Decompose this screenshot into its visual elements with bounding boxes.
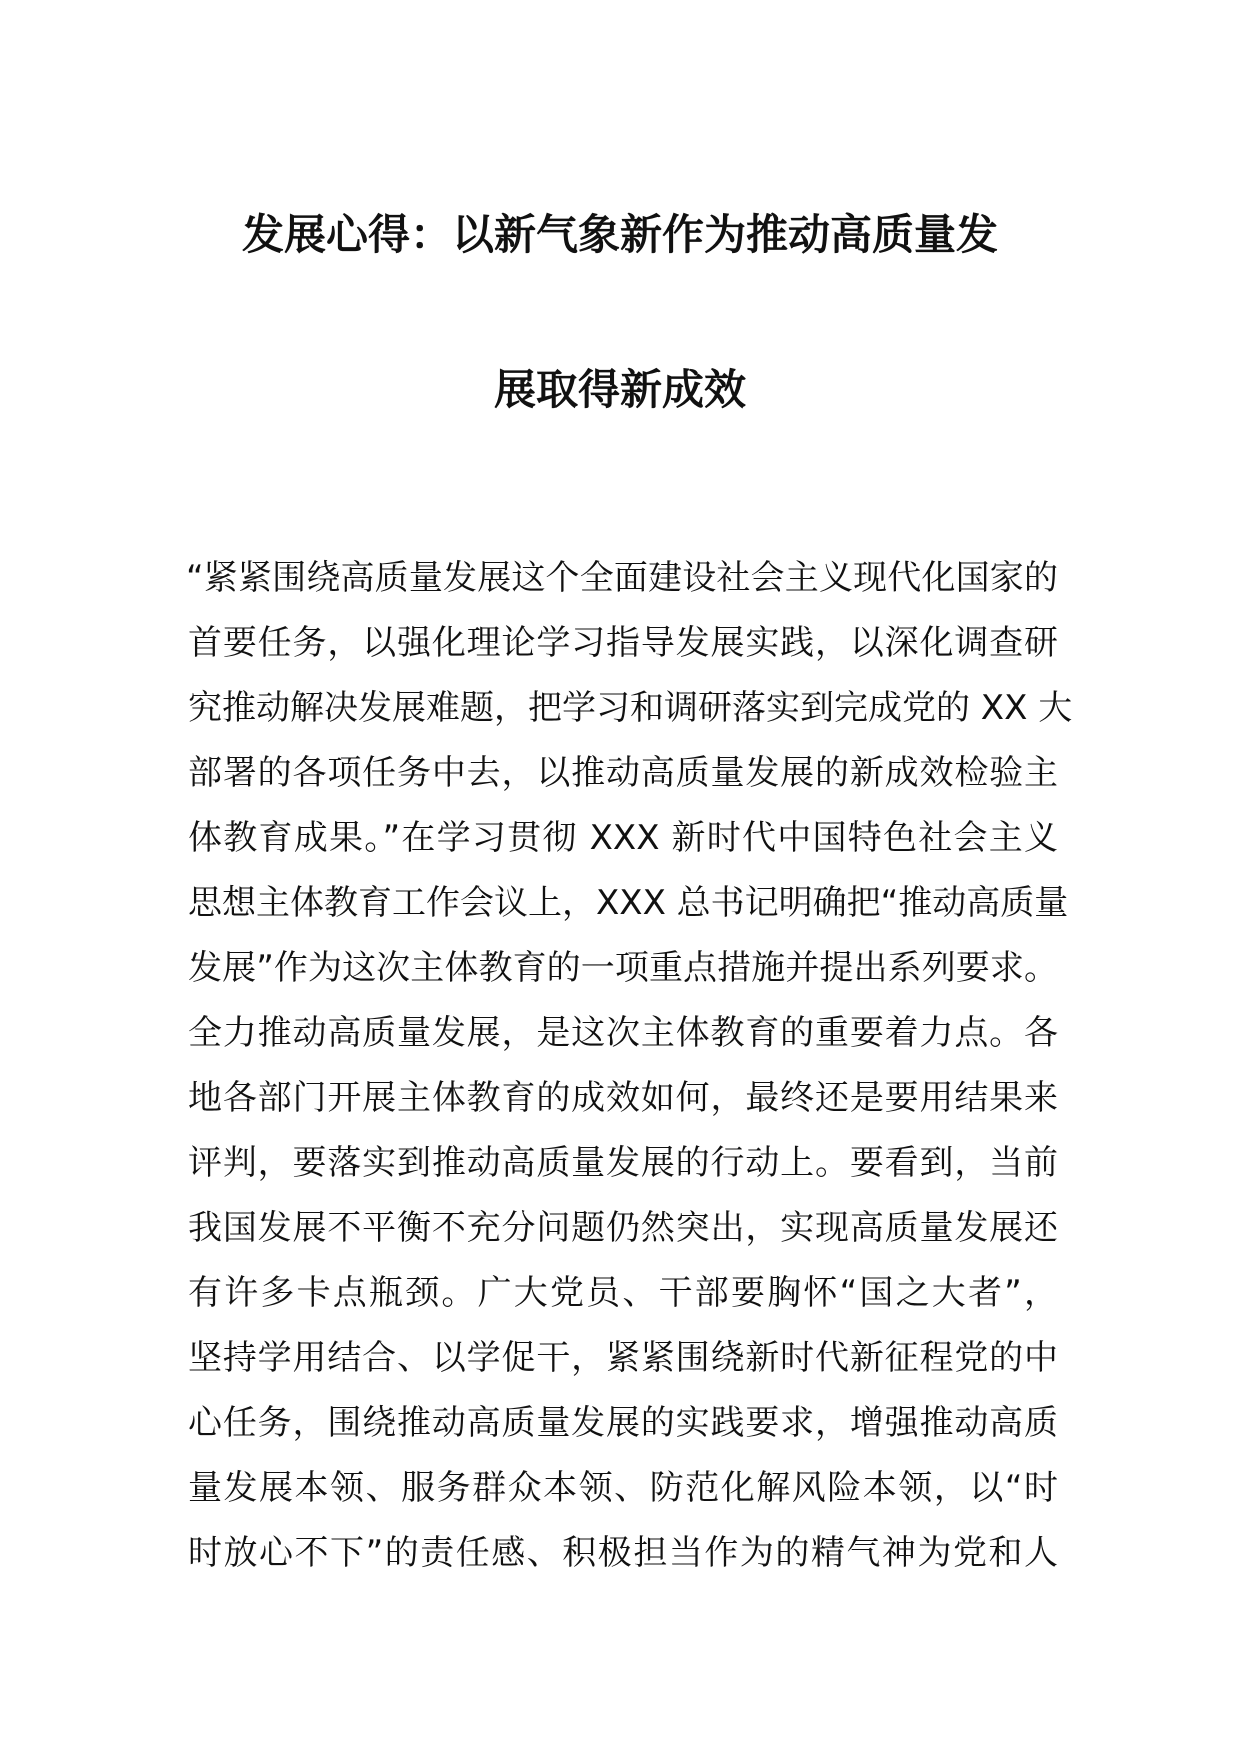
body-line: 我国发展不平衡不充分问题仍然突出，实现高质量发展还: [188, 1208, 1058, 1248]
body-line: 地各部门开展主体教育的成效如何，最终还是要用结果来: [188, 1078, 1058, 1118]
document-title-line-1: 发展心得：以新气象新作为推动高质量发: [241, 210, 998, 259]
body-line: “紧紧围绕高质量发展这个全面建设社会主义现代化国家的: [186, 558, 1058, 598]
body-paragraph: [186, 546, 1073, 1586]
body-line: 部署的各项任务中去，以推动高质量发展的新成效检验主: [188, 753, 1058, 793]
document-title-line-2: 展取得新成效: [493, 365, 746, 414]
body-line: 究推动解决发展难题，把学习和调研落实到完成党的 XX 大: [188, 688, 1073, 728]
body-line: 坚持学用结合、以学促干，紧紧围绕新时代新征程党的中: [188, 1338, 1058, 1378]
body-line: 发展”作为这次主体教育的一项重点措施并提出系列要求。: [188, 948, 1058, 988]
body-line: 体教育成果。”在学习贯彻 XXX 新时代中国特色社会主义: [188, 818, 1058, 858]
body-line: 时放心不下”的责任感、积极担当作为的精气神为党和人: [188, 1533, 1058, 1573]
body-line: 思想主体教育工作会议上，XXX 总书记明确把“推动高质量: [188, 883, 1069, 923]
body-line: 全力推动高质量发展，是这次主体教育的重要着力点。各: [188, 1013, 1058, 1053]
body-line: 有许多卡点瓶颈。广大党员、干部要胸怀“国之大者”，: [188, 1273, 1058, 1313]
body-line: 心任务，围绕推动高质量发展的实践要求，增强推动高质: [188, 1403, 1058, 1443]
body-line: 评判，要落实到推动高质量发展的行动上。要看到，当前: [188, 1143, 1058, 1183]
body-line: 首要任务，以强化理论学习指导发展实践，以深化调查研: [188, 623, 1058, 663]
body-line: 量发展本领、服务群众本领、防范化解风险本领，以“时: [188, 1468, 1058, 1508]
